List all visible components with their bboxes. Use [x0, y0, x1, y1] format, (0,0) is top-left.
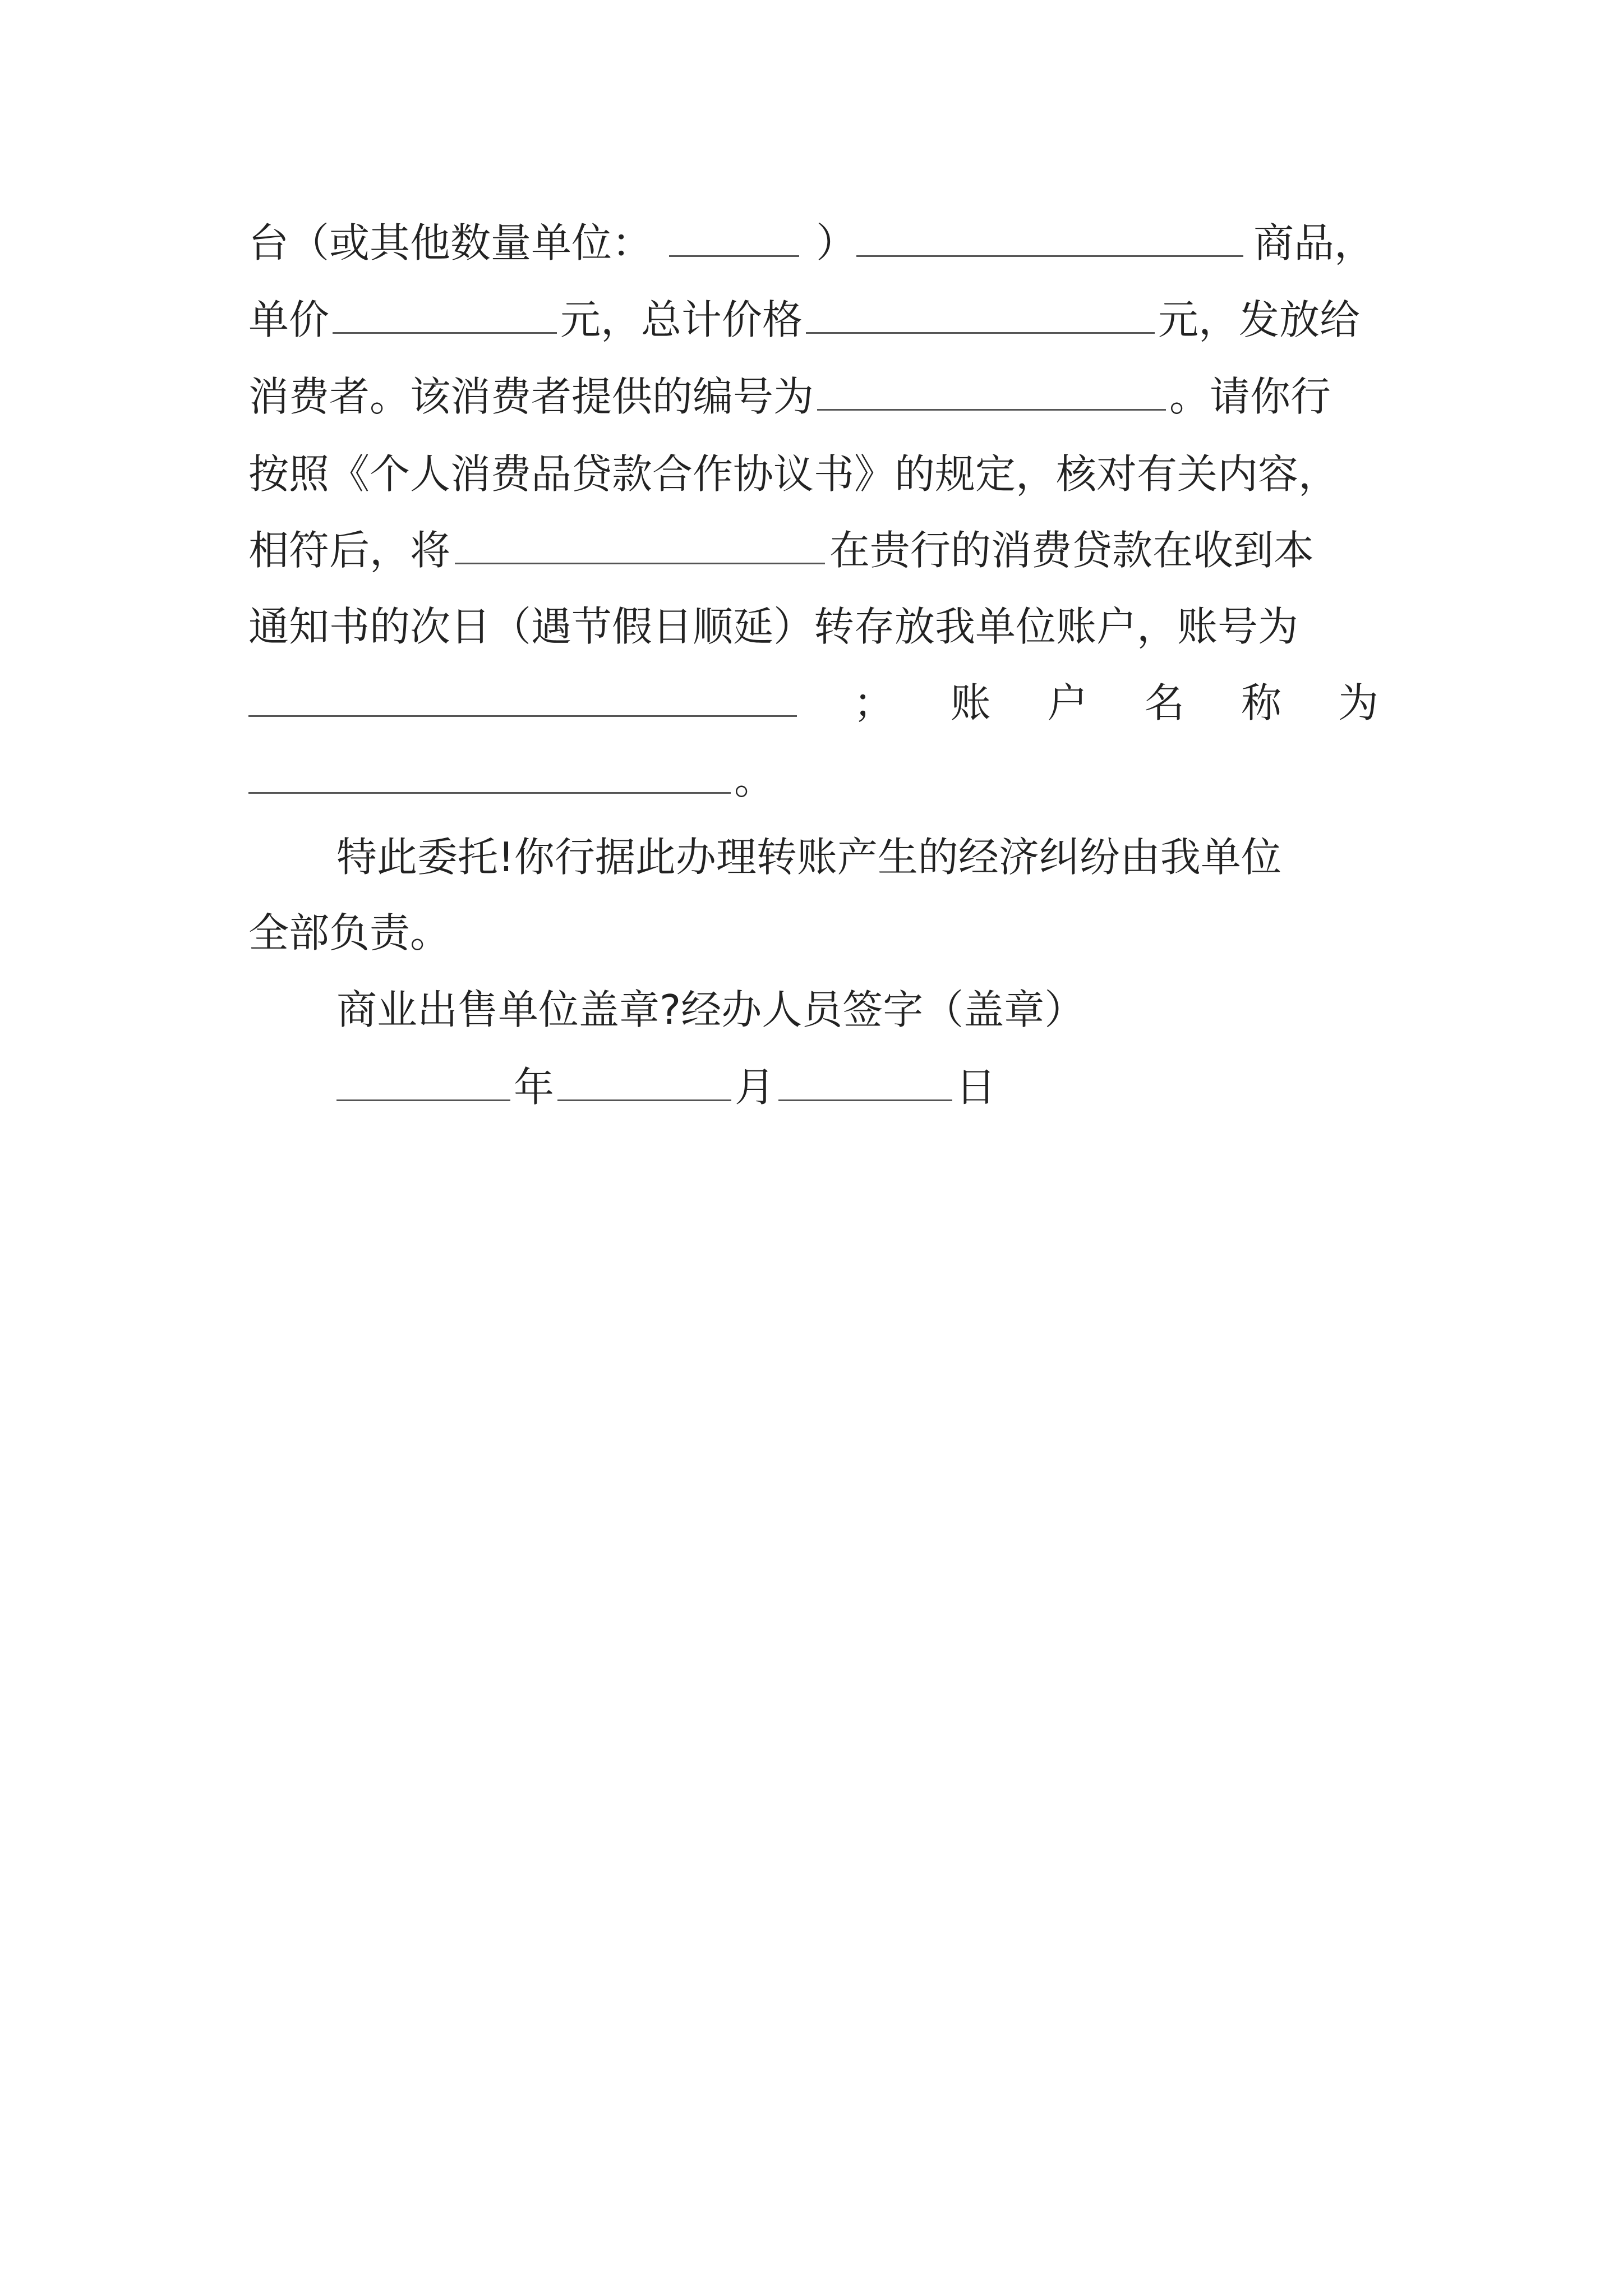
text-line-7 — [248, 672, 1378, 734]
date-line — [336, 1056, 996, 1118]
text-line-3 — [248, 366, 1331, 427]
year-blank — [336, 1065, 510, 1101]
match-label: 相符后，将 — [248, 527, 451, 574]
goods-label: 商品， — [1253, 219, 1375, 266]
text-line-8 — [248, 749, 774, 811]
text-line-5 — [248, 519, 1314, 581]
period: 。 — [734, 756, 775, 803]
account-number-blank — [248, 680, 797, 717]
month-blank — [557, 1065, 731, 1101]
quantity-unit-label: 台（或其他数量单位： — [248, 219, 653, 266]
text-line-2 — [248, 289, 1360, 351]
month-label: 月 — [735, 1064, 776, 1111]
request-label: 。请你行 — [1169, 373, 1331, 420]
account-char-3: 名 — [1144, 679, 1185, 726]
account-char-1: 账 — [950, 679, 991, 726]
consumer-number-label: 消费者。该消费者提供的编号为 — [248, 373, 814, 420]
quantity-unit-blank — [669, 220, 799, 257]
goods-name-blank — [856, 220, 1243, 257]
text-line-6: 通知书的次日（遇节假日顺延）转存放我单位账户，账号为 — [248, 603, 1299, 650]
account-char-4: 称 — [1241, 679, 1282, 726]
account-name-blank — [248, 757, 731, 794]
text-line-4: 按照《个人消费品贷款合作协议书》的规定，核对有关内容， — [248, 450, 1339, 498]
semicolon: ； — [853, 679, 894, 726]
consumer-number-blank — [817, 374, 1166, 411]
paragraph-2-line-2: 全部负责。 — [248, 909, 451, 956]
account-char-5: 为 — [1338, 679, 1378, 726]
year-label: 年 — [514, 1064, 555, 1111]
unit-price-blank — [333, 297, 557, 334]
loan-transfer-label: 在贵行的消费贷款在收到本 — [829, 527, 1315, 574]
day-label: 日 — [956, 1064, 997, 1111]
day-blank — [778, 1065, 952, 1101]
total-price-blank — [806, 297, 1155, 334]
text-line-1 — [248, 212, 1375, 274]
consumer-name-blank — [455, 528, 825, 564]
paragraph-2-line-1: 特此委托!你行据此办理转账产生的经济纠纷由我单位 — [336, 834, 1281, 881]
close-paren: ） — [816, 219, 857, 266]
unit-price-label: 单价 — [248, 296, 330, 343]
signature-line: 商业出售单位盖章?经办人员签字（盖章） — [336, 986, 1085, 1033]
account-char-2: 户 — [1047, 679, 1088, 726]
total-price-label: 元，总计价格 — [560, 296, 803, 343]
issue-label: 元，发放给 — [1158, 296, 1361, 343]
